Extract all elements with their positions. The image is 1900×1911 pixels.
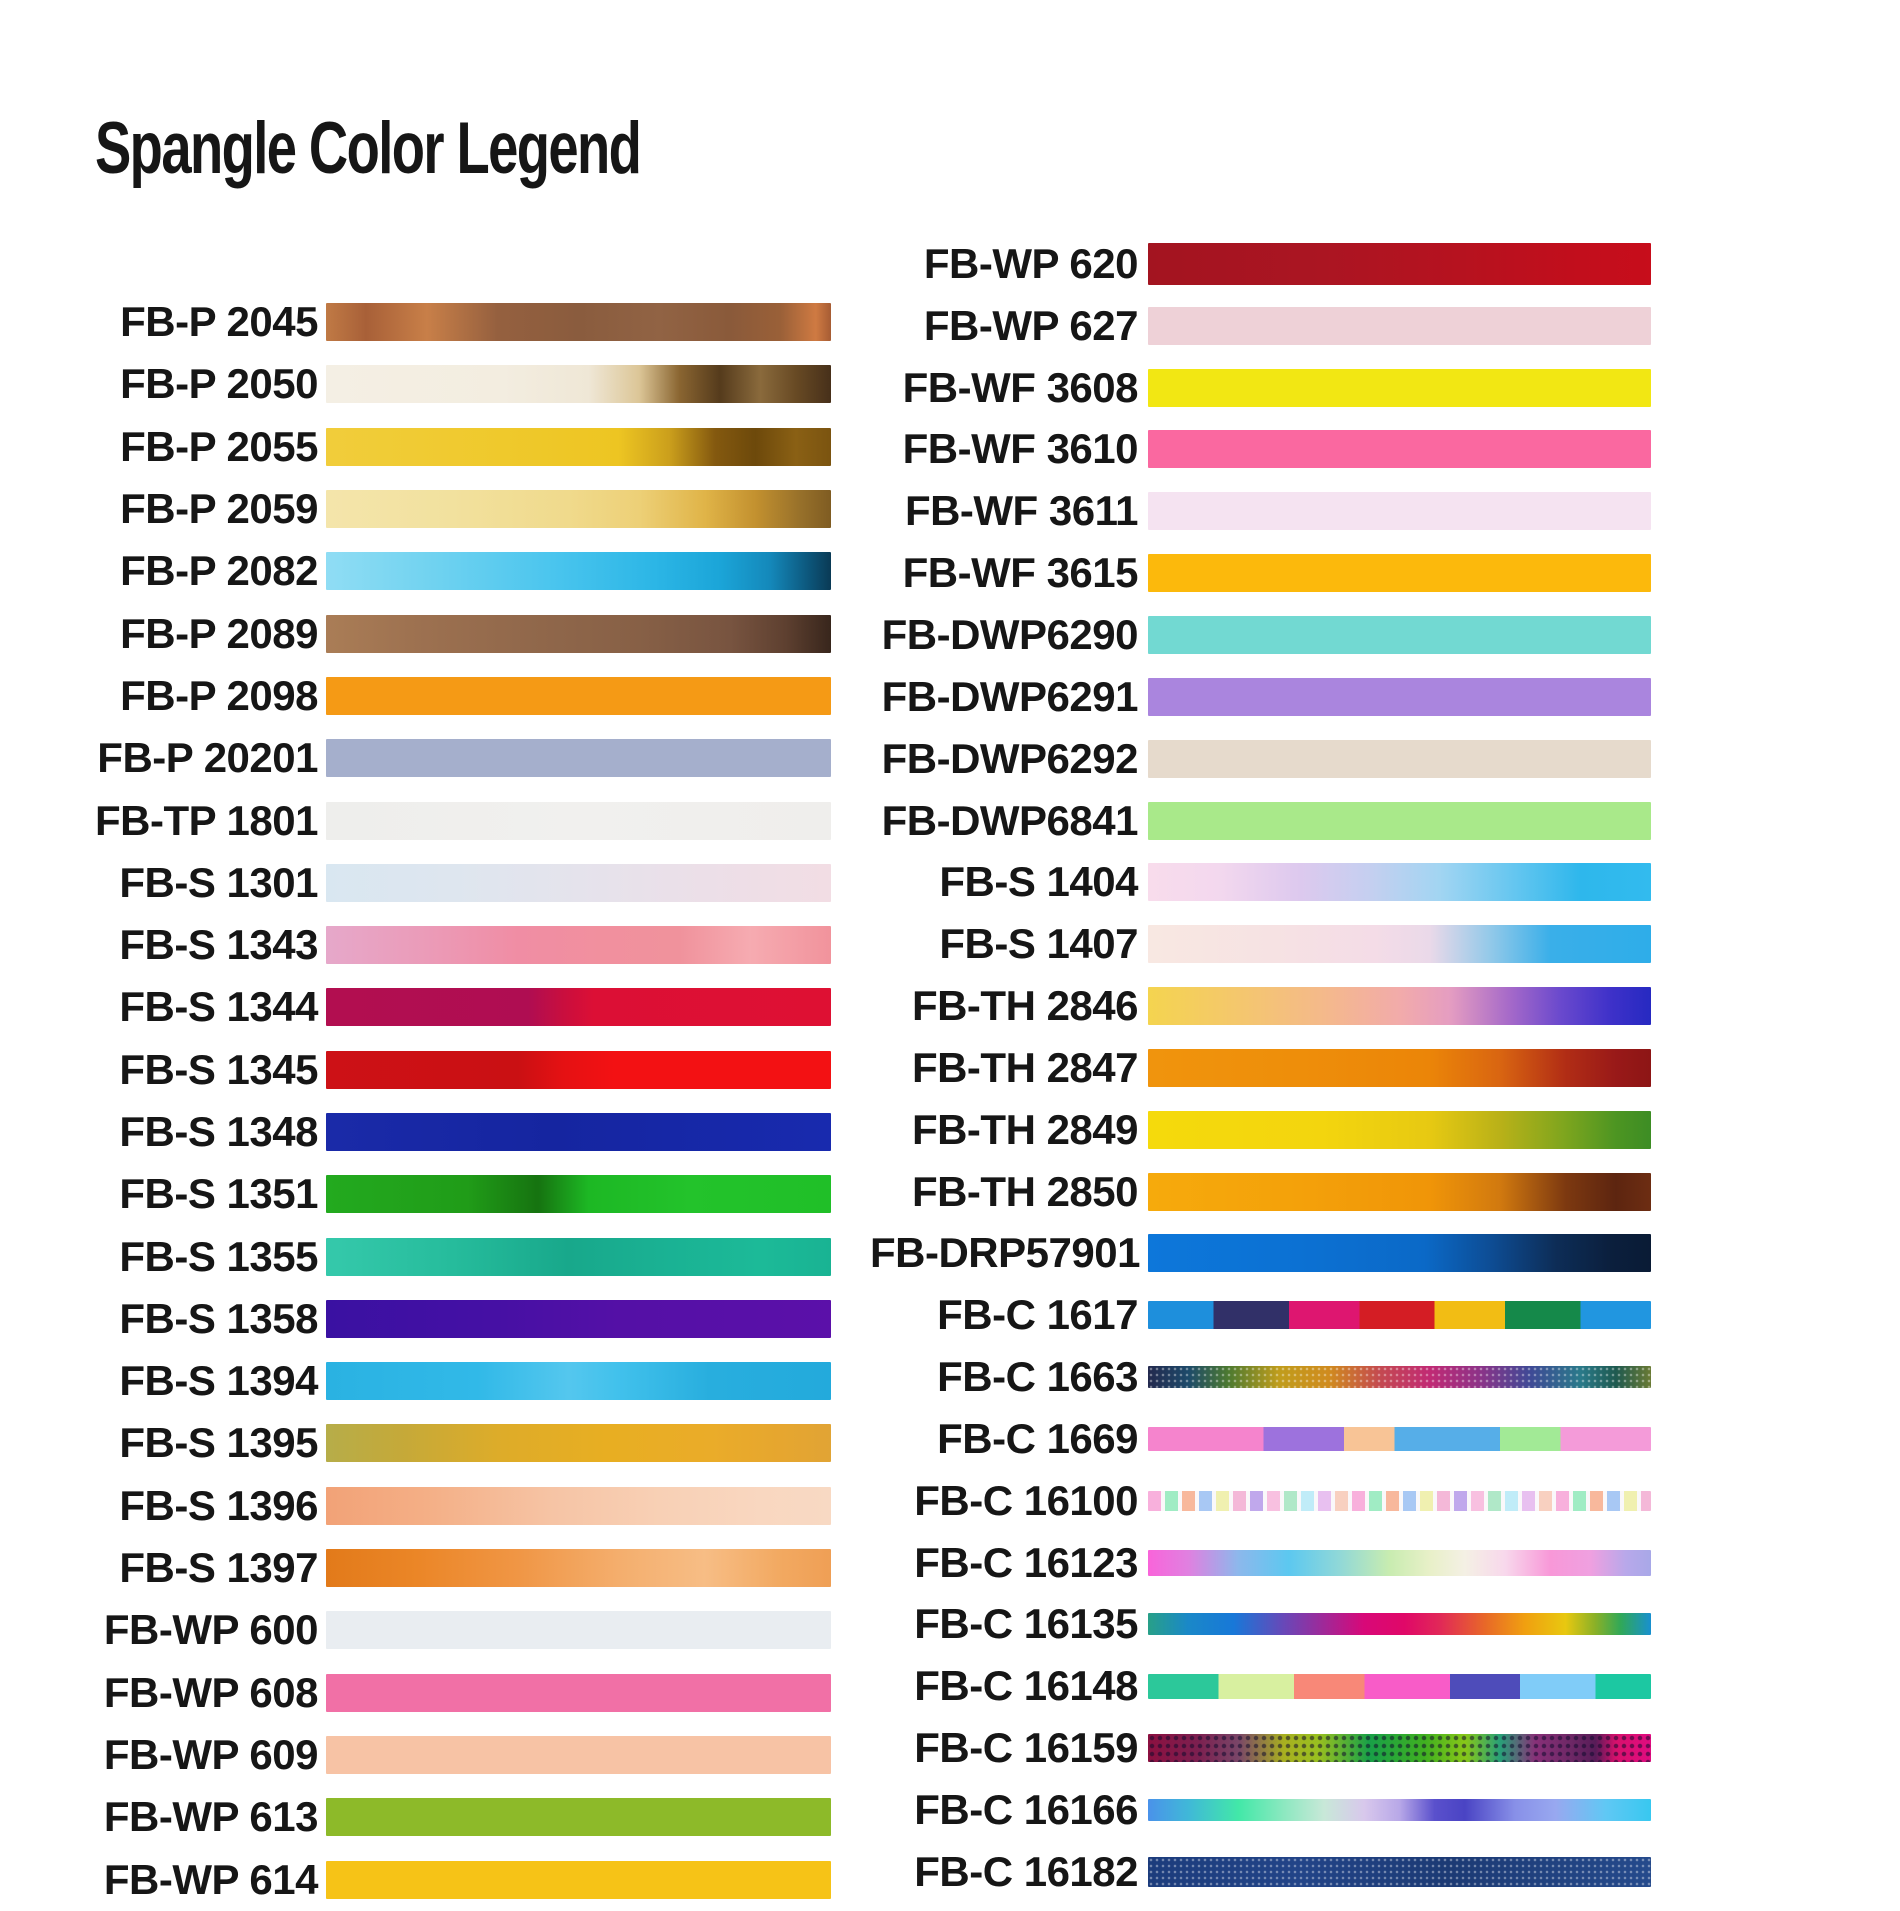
color-swatch <box>326 1175 831 1213</box>
color-code-label: FB-DWP6291 <box>881 672 1138 720</box>
color-swatch <box>1148 307 1651 345</box>
color-code-label: FB-S 1404 <box>939 858 1138 906</box>
color-swatch <box>326 677 831 715</box>
color-swatch <box>1148 1366 1651 1388</box>
color-code-label: FB-S 1343 <box>119 921 318 969</box>
color-code-label: FB-S 1355 <box>119 1232 318 1280</box>
legend-row <box>870 295 1651 357</box>
color-swatch <box>1148 1049 1651 1087</box>
color-swatch <box>326 428 831 466</box>
color-swatch <box>1148 1111 1651 1149</box>
legend-row <box>870 604 1651 666</box>
color-code-label: FB-WP 600 <box>103 1606 318 1654</box>
color-code-label: FB-WP 620 <box>923 239 1138 287</box>
color-code-label: FB-S 1351 <box>119 1170 318 1218</box>
legend-row <box>870 1655 1651 1717</box>
color-code-label: FB-C 16166 <box>914 1786 1138 1834</box>
legend-row <box>58 416 831 478</box>
legend-row <box>870 975 1651 1037</box>
color-swatch <box>326 1362 831 1400</box>
color-swatch <box>1148 1301 1651 1329</box>
color-code-label: FB-C 16123 <box>914 1538 1138 1586</box>
legend-row <box>58 1412 831 1474</box>
color-swatch <box>1148 802 1651 840</box>
legend-row <box>870 1284 1651 1346</box>
color-swatch <box>1148 1427 1651 1451</box>
color-swatch <box>1148 1173 1651 1211</box>
color-swatch <box>326 365 831 403</box>
color-swatch <box>1148 1613 1651 1635</box>
legend-row <box>870 790 1651 852</box>
color-code-label: FB-C 16135 <box>914 1600 1138 1648</box>
color-swatch <box>1148 1734 1651 1762</box>
color-code-label: FB-WP 614 <box>103 1855 318 1903</box>
legend-row <box>58 291 831 353</box>
color-code-label: FB-P 2082 <box>120 547 318 595</box>
color-code-label: FB-WF 3608 <box>902 363 1138 411</box>
legend-row <box>58 727 831 789</box>
color-code-label: FB-WF 3610 <box>902 425 1138 473</box>
color-code-label: FB-P 2055 <box>120 422 318 470</box>
legend-row <box>58 478 831 540</box>
legend-row <box>58 1848 831 1910</box>
color-code-label: FB-C 16182 <box>914 1847 1138 1895</box>
color-swatch <box>1148 863 1651 901</box>
color-code-label: FB-C 16159 <box>914 1724 1138 1772</box>
legend-row <box>58 1599 831 1661</box>
color-swatch <box>326 926 831 964</box>
legend-row <box>58 1039 831 1101</box>
legend-row <box>58 1288 831 1350</box>
color-code-label: FB-P 2089 <box>120 609 318 657</box>
legend-row <box>58 540 831 602</box>
color-code-label: FB-S 1344 <box>119 983 318 1031</box>
color-code-label: FB-S 1395 <box>119 1419 318 1467</box>
color-swatch <box>326 1238 831 1276</box>
color-code-label: FB-WP 613 <box>103 1793 318 1841</box>
color-swatch <box>1148 678 1651 716</box>
color-code-label: FB-WP 627 <box>923 301 1138 349</box>
color-code-label: FB-C 1663 <box>937 1353 1138 1401</box>
color-code-label: FB-WF 3615 <box>902 549 1138 597</box>
color-swatch <box>326 1549 831 1587</box>
color-code-label: FB-DWP6841 <box>881 796 1138 844</box>
color-code-label: FB-P 2045 <box>120 298 318 346</box>
color-code-label: FB-WP 608 <box>103 1668 318 1716</box>
color-code-label: FB-S 1394 <box>119 1357 318 1405</box>
color-code-label: FB-TH 2850 <box>911 1167 1138 1215</box>
legend-row <box>870 913 1651 975</box>
legend-row <box>870 1779 1651 1841</box>
color-code-label: FB-S 1345 <box>119 1045 318 1093</box>
legend-row <box>870 1223 1651 1285</box>
color-code-label: FB-P 20201 <box>97 734 318 782</box>
color-swatch <box>1148 492 1651 530</box>
color-code-label: FB-TP 1801 <box>95 796 318 844</box>
legend-row <box>58 1724 831 1786</box>
color-code-label: FB-P 2050 <box>120 360 318 408</box>
legend-row <box>870 233 1651 295</box>
legend-row <box>870 480 1651 542</box>
color-swatch <box>326 864 831 902</box>
color-swatch <box>326 802 831 840</box>
legend-row <box>870 357 1651 419</box>
color-swatch <box>1148 1857 1651 1887</box>
legend-row <box>58 789 831 851</box>
color-swatch <box>326 1113 831 1151</box>
legend-row <box>870 1717 1651 1779</box>
color-code-label: FB-S 1358 <box>119 1294 318 1342</box>
color-swatch <box>1148 1799 1651 1821</box>
color-swatch <box>1148 243 1651 285</box>
legend-row <box>870 1841 1651 1903</box>
color-code-label: FB-DRP57901 <box>870 1229 1140 1277</box>
color-code-label: FB-C 1617 <box>937 1291 1138 1339</box>
legend-row <box>58 665 831 727</box>
legend-row <box>870 1037 1651 1099</box>
color-swatch <box>1148 987 1651 1025</box>
color-swatch <box>1148 430 1651 468</box>
color-code-label: FB-WF 3611 <box>904 487 1138 535</box>
legend-row <box>870 1470 1651 1532</box>
color-code-label: FB-S 1301 <box>119 858 318 906</box>
legend-row <box>58 1662 831 1724</box>
color-code-label: FB-S 1396 <box>119 1481 318 1529</box>
color-swatch <box>1148 1550 1651 1576</box>
color-code-label: FB-TH 2849 <box>911 1105 1138 1153</box>
color-swatch <box>326 490 831 528</box>
color-swatch <box>326 1674 831 1712</box>
color-code-label: FB-P 2098 <box>120 671 318 719</box>
color-swatch <box>326 1300 831 1338</box>
legend-row <box>870 728 1651 790</box>
color-code-label: FB-DWP6290 <box>881 610 1138 658</box>
legend-row <box>870 666 1651 728</box>
legend-row <box>58 602 831 664</box>
color-swatch <box>1148 616 1651 654</box>
color-code-label: FB-C 1669 <box>937 1414 1138 1462</box>
legend-row <box>58 1225 831 1287</box>
color-swatch <box>326 1487 831 1525</box>
legend-row <box>58 1163 831 1225</box>
color-swatch <box>326 1051 831 1089</box>
legend-row <box>58 1350 831 1412</box>
legend-row <box>870 1161 1651 1223</box>
legend-row <box>58 914 831 976</box>
color-swatch <box>1148 1674 1651 1699</box>
color-code-label: FB-S 1407 <box>939 920 1138 968</box>
color-code-label: FB-S 1397 <box>119 1544 318 1592</box>
legend-row <box>870 1408 1651 1470</box>
color-swatch <box>326 1798 831 1836</box>
color-swatch <box>326 615 831 653</box>
legend-row <box>870 419 1651 481</box>
legend-row <box>870 1594 1651 1656</box>
legend-row <box>870 851 1651 913</box>
legend-row <box>58 976 831 1038</box>
color-swatch <box>1148 554 1651 592</box>
column-left <box>58 291 831 1911</box>
legend-row <box>58 1537 831 1599</box>
color-code-label: FB-WP 609 <box>103 1730 318 1778</box>
legend-row <box>870 1532 1651 1594</box>
legend-row <box>870 1099 1651 1161</box>
color-swatch <box>326 1611 831 1649</box>
color-code-label: FB-S 1348 <box>119 1108 318 1155</box>
color-code-label: FB-C 16148 <box>914 1662 1138 1710</box>
column-right <box>870 233 1651 1903</box>
color-swatch <box>1148 925 1651 963</box>
color-swatch <box>1148 369 1651 407</box>
legend-row <box>58 353 831 415</box>
color-code-label: FB-TH 2846 <box>911 982 1138 1030</box>
color-swatch <box>1148 1234 1651 1272</box>
legend-row <box>870 542 1651 604</box>
page-title: Spangle Color Legend <box>95 107 641 190</box>
color-swatch <box>1148 740 1651 778</box>
color-swatch <box>326 303 831 341</box>
color-swatch <box>326 552 831 590</box>
color-code-label: FB-DWP6292 <box>881 734 1138 782</box>
color-swatch <box>326 1736 831 1774</box>
legend-row <box>58 1475 831 1537</box>
color-swatch <box>326 739 831 777</box>
color-code-label: FB-TH 2847 <box>911 1043 1138 1091</box>
legend-row <box>870 1346 1651 1408</box>
color-swatch <box>326 1424 831 1462</box>
legend-row <box>58 1101 831 1163</box>
color-code-label: FB-C 16100 <box>914 1476 1138 1524</box>
legend-row <box>58 852 831 914</box>
color-swatch <box>1148 1491 1651 1511</box>
color-code-label: FB-P 2059 <box>120 485 318 533</box>
color-swatch <box>326 988 831 1026</box>
color-swatch <box>326 1861 831 1899</box>
legend-row <box>58 1786 831 1848</box>
